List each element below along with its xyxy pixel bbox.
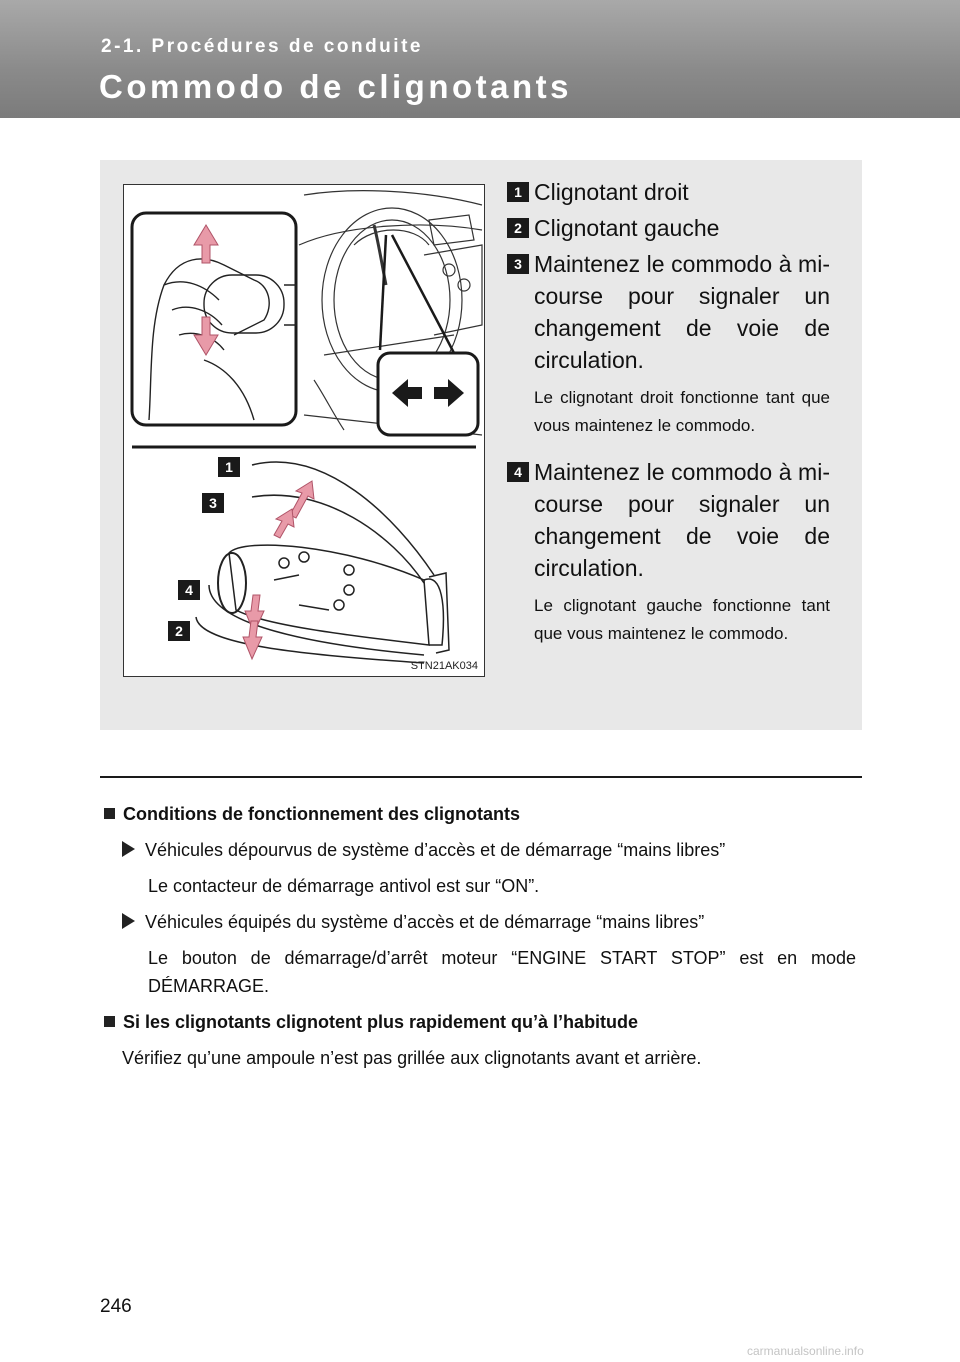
section-divider — [100, 776, 862, 778]
note-1-title: Conditions de fonctionnement des clignotants — [123, 804, 521, 824]
note-1-bullet-2-label: Véhicules équipés du système d’accès et de démarrage “mains libres” — [145, 912, 705, 932]
turn-signal-drawing — [124, 185, 484, 676]
page-number: 246 — [100, 1296, 132, 1317]
callout-3-label: 3 — [209, 495, 217, 511]
lever-sketch — [196, 462, 449, 663]
step-3 — [507, 248, 830, 440]
note-1-bullet-1-label: Véhicules dépourvus de système d’accès et de démarrage “mains libres” — [145, 840, 726, 860]
callout-2-label: 2 — [175, 623, 183, 639]
step-3-note: Le clignotant droit fonctionne tant que vous maintenez le commodo. — [534, 388, 830, 435]
figure-code: STN21AK034 — [410, 660, 478, 672]
step-1-number: 1 — [507, 182, 529, 202]
callout-3 — [202, 493, 224, 513]
step-4-note: Le clignotant gauche fonctionne tant que vous maintenez le commodo. — [534, 596, 830, 643]
step-2-text: Clignotant gauche — [534, 215, 720, 241]
arrow-right-half-icon — [274, 509, 294, 538]
callout-1 — [218, 457, 240, 477]
note-1-bullet-2-text: Le bouton de démarrage/d’arrêt moteur “ENGINE START STOP” est en mode DÉMARRAGE. — [148, 948, 856, 996]
step-4 — [507, 456, 830, 648]
note-2-title: Si les clignotants clignotent plus rapidement qu’à l’habitude — [123, 1012, 639, 1032]
step-4-text: Maintenez le commodo à mi-course pour signaler un changement de voie de circulation. — [534, 459, 830, 581]
page-header — [0, 0, 960, 118]
note-1-bullet-1 — [104, 836, 856, 864]
page-title: Commodo de clignotants — [99, 68, 572, 105]
step-1-text: Clignotant droit — [534, 179, 689, 205]
step-3-text: Maintenez le commodo à mi-course pour signaler un changement de voie de circulation. — [534, 251, 830, 373]
section-title: 2-1. Procédures de conduite — [101, 36, 423, 57]
step-4-number: 4 — [507, 462, 529, 482]
step-2 — [507, 212, 830, 244]
triangle-bullet-icon — [122, 841, 135, 857]
step-2-number: 2 — [507, 218, 529, 238]
watermark: carmanualsonline.info — [747, 1344, 864, 1358]
square-bullet-icon — [104, 1016, 115, 1027]
callout-2 — [168, 621, 190, 641]
turn-signal-illustration — [123, 184, 485, 677]
triangle-bullet-icon — [122, 913, 135, 929]
callout-4-label: 4 — [185, 582, 193, 598]
step-list — [507, 176, 830, 648]
note-1-bullet-2 — [104, 908, 856, 936]
note-2-heading — [104, 1008, 856, 1036]
note-1-bullet-1-text: Le contacteur de démarrage antivol est sur “ON”. — [148, 876, 540, 896]
step-1 — [507, 176, 830, 208]
square-bullet-icon — [104, 808, 115, 819]
callout-4 — [178, 580, 200, 600]
notes-section — [104, 800, 856, 1072]
note-2-text: Vérifiez qu’une ampoule n’est pas grillée aux clignotants avant et arrière. — [122, 1048, 702, 1068]
step-3-number: 3 — [507, 254, 529, 274]
callout-1-label: 1 — [225, 459, 233, 475]
note-1-heading — [104, 800, 856, 828]
left-right-inset-frame — [378, 353, 478, 435]
